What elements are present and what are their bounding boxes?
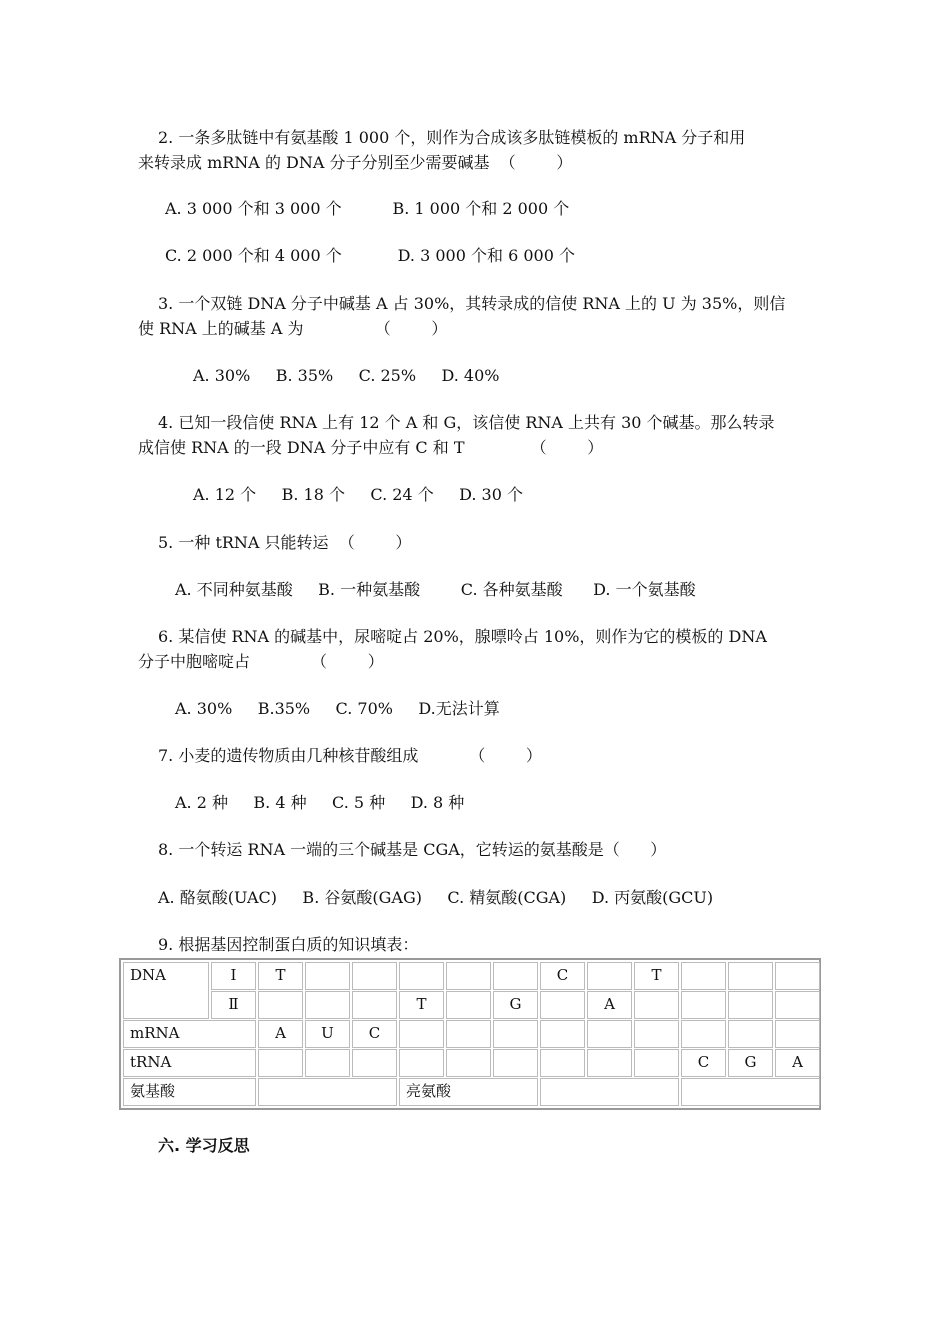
table-cell-strand1 — [446, 962, 491, 990]
table-cell-mrna — [446, 1020, 491, 1048]
gene-expression-table — [119, 958, 821, 1110]
q4-options: A. 12 个 B. 18 个 C. 24 个 D. 30 个 — [193, 485, 524, 504]
table-cell-trna: A — [775, 1049, 820, 1077]
table-cell-mrna — [634, 1020, 679, 1048]
table-cell-strand1: T — [258, 962, 303, 990]
table-cell-mrna — [775, 1020, 820, 1048]
table-cell-amino-acid: 亮氨酸 — [399, 1078, 538, 1106]
table-cell-mrna — [493, 1020, 538, 1048]
table-cell-strand1 — [493, 962, 538, 990]
table-cell-amino-acid — [681, 1078, 820, 1106]
table-cell-mrna: A — [258, 1020, 303, 1048]
table-cell-strand2: G — [493, 991, 538, 1019]
table-cell-trna — [446, 1049, 491, 1077]
row-label-dna: DNA — [123, 962, 209, 1019]
table-cell-strand1 — [587, 962, 632, 990]
q4-line2: 成信使 RNA 的一段 DNA 分子中应有 C 和 T （ ） — [138, 438, 604, 457]
row-label-mrna: mRNA — [123, 1020, 256, 1048]
q3-line1: 3. 一个双链 DNA 分子中碱基 A 占 30%，其转录成的信使 RNA 上的 U 为 35%，则信 — [158, 294, 786, 313]
q5-options: A. 不同种氨基酸 B. 一种氨基酸 C. 各种氨基酸 D. 一个氨基酸 — [175, 580, 696, 599]
table-cell-strand2: T — [399, 991, 444, 1019]
row-label-strand2: Ⅱ — [211, 991, 256, 1019]
table-cell-trna — [399, 1049, 444, 1077]
table-cell-strand2: A — [587, 991, 632, 1019]
q7-options: A. 2 种 B. 4 种 C. 5 种 D. 8 种 — [175, 793, 465, 812]
row-label-strand1: Ⅰ — [211, 962, 256, 990]
table-cell-strand2 — [775, 991, 820, 1019]
q6-line2: 分子中胞嘧啶占 （ ） — [138, 652, 384, 671]
table-cell-mrna: U — [305, 1020, 350, 1048]
table-cell-strand1: T — [634, 962, 679, 990]
table-cell-strand2 — [634, 991, 679, 1019]
table-cell-trna — [352, 1049, 397, 1077]
table-cell-strand2 — [540, 991, 585, 1019]
table-cell-strand2 — [305, 991, 350, 1019]
q2-line1: 2. 一条多肽链中有氨基酸 1 000 个，则作为合成该多肽链模板的 mRNA 分子和用 — [158, 128, 746, 147]
q3-line2: 使 RNA 上的碱基 A 为 （ ） — [138, 319, 448, 338]
q6-options: A. 30% B.35% C. 70% D.无法计算 — [175, 699, 500, 718]
table-cell-mrna — [681, 1020, 726, 1048]
table-cell-amino-acid — [258, 1078, 397, 1106]
q6-line1: 6. 某信使 RNA 的碱基中，尿嘧啶占 20%，腺嘌呤占 10%，则作为它的模板的 DNA — [158, 627, 767, 646]
table-cell-mrna — [587, 1020, 632, 1048]
q9-line1: 9. 根据基因控制蛋白质的知识填表： — [158, 935, 419, 954]
q2-line2: 来转录成 mRNA 的 DNA 分子分别至少需要碱基 （ ） — [138, 153, 573, 172]
table-cell-strand1 — [681, 962, 726, 990]
table-cell-strand1 — [728, 962, 773, 990]
q2-options-row2: C. 2 000 个和 4 000 个 D. 3 000 个和 6 000 个 — [165, 246, 575, 265]
row-label-trna: tRNA — [123, 1049, 256, 1077]
table-cell-mrna — [399, 1020, 444, 1048]
table-cell-trna — [634, 1049, 679, 1077]
q4-line1: 4. 已知一段信使 RNA 上有 12 个 A 和 G，该信使 RNA 上共有 30 个碱基。那么转录 — [158, 413, 775, 432]
q8-line1: 8. 一个转运 RNA 一端的三个碱基是 CGA，它转运的氨基酸是（ ） — [158, 840, 667, 859]
table-cell-trna — [258, 1049, 303, 1077]
table-cell-strand2 — [258, 991, 303, 1019]
q2-options-row1: A. 3 000 个和 3 000 个 B. 1 000 个和 2 000 个 — [165, 199, 570, 218]
table-cell-strand1 — [305, 962, 350, 990]
q7-line1: 7. 小麦的遗传物质由几种核苷酸组成 （ ） — [158, 746, 542, 765]
table-cell-amino-acid — [540, 1078, 679, 1106]
table-cell-trna — [305, 1049, 350, 1077]
table-cell-strand1 — [399, 962, 444, 990]
q3-options: A. 30% B. 35% C. 25% D. 40% — [193, 366, 500, 385]
table-cell-trna: G — [728, 1049, 773, 1077]
table-cell-trna — [540, 1049, 585, 1077]
table-cell-strand2 — [681, 991, 726, 1019]
q8-options: A. 酪氨酸(UAC) B. 谷氨酸(GAG) C. 精氨酸(CGA) D. 丙氨酸(GCU) — [158, 888, 714, 907]
table-cell-strand2 — [728, 991, 773, 1019]
table-cell-trna: C — [681, 1049, 726, 1077]
section-heading: 六. 学习反思 — [158, 1136, 250, 1155]
row-label-amino-acid: 氨基酸 — [123, 1078, 256, 1106]
table-cell-strand2 — [446, 991, 491, 1019]
table-cell-strand1 — [352, 962, 397, 990]
table-cell-trna — [587, 1049, 632, 1077]
q5-line1: 5. 一种 tRNA 只能转运 （ ） — [158, 533, 412, 552]
table-cell-strand1 — [775, 962, 820, 990]
table-cell-mrna — [540, 1020, 585, 1048]
table-cell-trna — [493, 1049, 538, 1077]
table-cell-strand1: C — [540, 962, 585, 990]
table-cell-mrna — [728, 1020, 773, 1048]
table-cell-strand2 — [352, 991, 397, 1019]
table-cell-mrna: C — [352, 1020, 397, 1048]
